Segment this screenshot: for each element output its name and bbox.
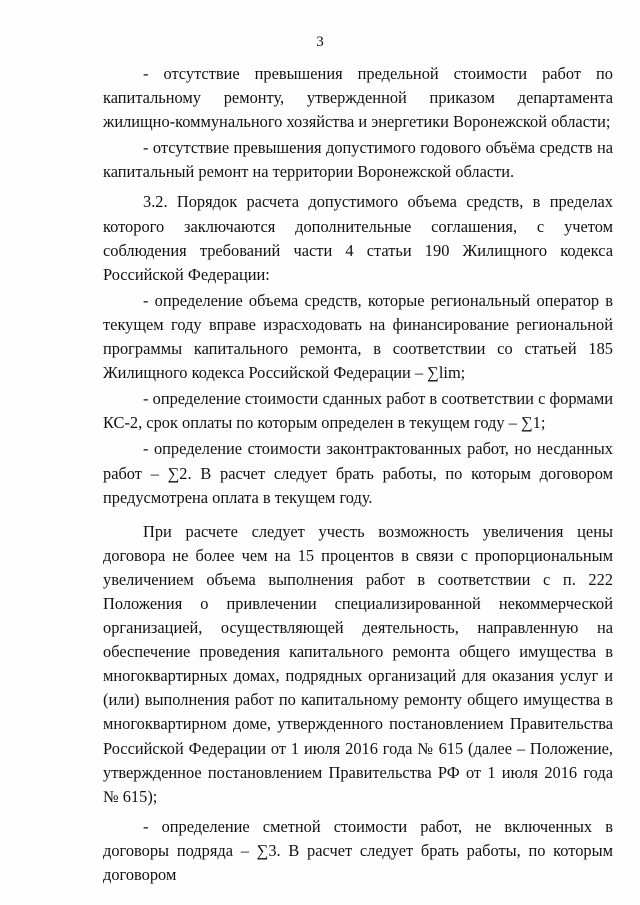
document-body — [103, 62, 613, 893]
paragraph-3: 3.2. Порядок расчета допустимого объема средств, в пределах которого заключаются дополнительные соглашения, с учетом соблюдения требований части 4 статьи 190 Жилищного кодекса Российской Федерации: — [103, 192, 613, 284]
paragraph-7: При расчете следует учесть возможность увеличения цены договора не более чем на 15 процентов в связи с пропорциональным увеличением объема выполнения работ в соответствии с п. 222 Положения о привлечении специализированной некоммерческой организацией, осуществляющей деятельность, направленную на обеспечение проведения капитального ремонта общего имущества в многоквартирных домах, подрядных организаций для оказания услуг и (или) выполнения работ по капитальному ремонту общего имущества в многоквартирном доме, утвержденного постановлением Правительства Российской Федерации от 1 июля 2016 года № 615 (далее – Положение, утвержденное постановлением Правительства РФ от 1 июля 2016 года № 615); — [103, 521, 613, 806]
paragraph-6: - определение стоимости законтрактованных работ, но несданных работ – ∑2. В расчет следует брать работы, по которым договором предусмотрена оплата в текущем году. — [103, 439, 613, 507]
page-number: 3 — [316, 34, 324, 50]
paragraph-2: - отсутствие превышения допустимого годового объёма средств на капитальный ремонт на территории Воронежской области. — [103, 138, 613, 182]
paragraph-5: - определение стоимости сданных работ в соответствии с формами КС-2, срок оплаты по которым определен в текущем году – ∑1; — [103, 389, 613, 433]
paragraph-8: - определение сметной стоимости работ, не включенных в договоры подряда – ∑3. В расчет следует брать работы, по которым договором — [103, 816, 613, 884]
paragraph-4: - определение объема средств, которые региональный оператор в текущем году вправе израсходовать на финансирование региональной программы капитального ремонта, в соответствии со статьей 185 Жилищного кодекса Российской Федерации – ∑lim; — [103, 290, 613, 383]
paragraph-1: - отсутствие превышения предельной стоимости работ по капитальному ремонту, утвержденной приказом департамента жилищно-коммунального хозяйства и энергетики Воронежской области; — [103, 64, 613, 132]
